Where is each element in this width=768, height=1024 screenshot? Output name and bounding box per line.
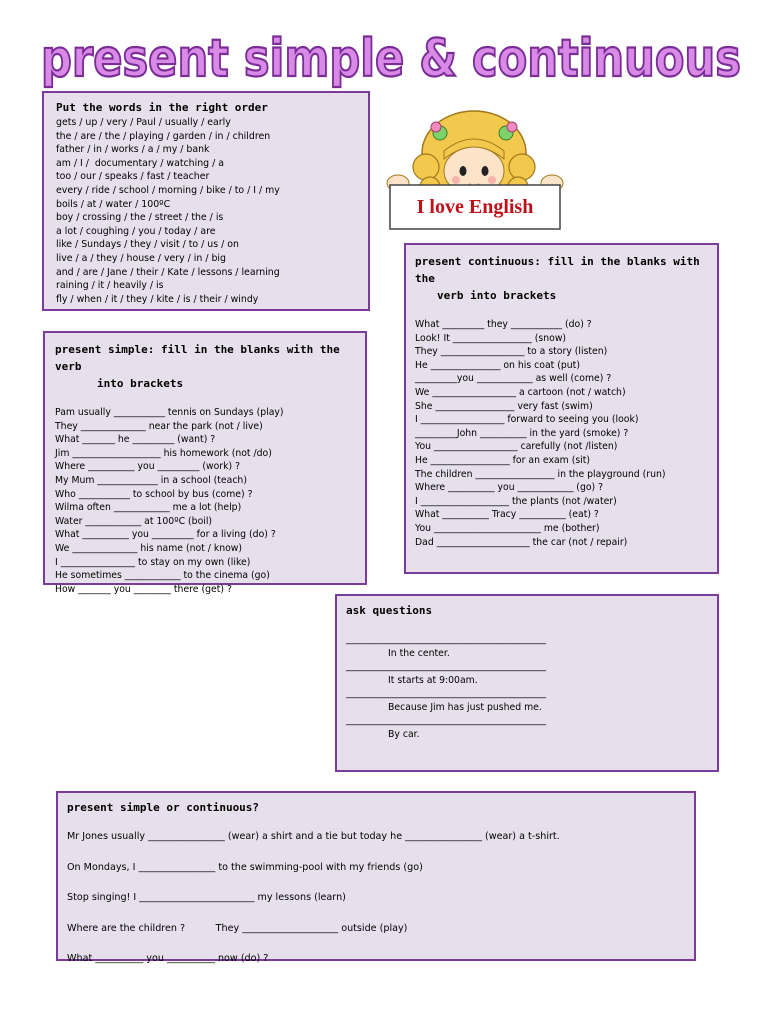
list-item: _________John __________ in the yard (smoke) ?	[415, 427, 629, 439]
list-item: What __________ you _________ for a living (do) ?	[55, 529, 276, 541]
list-item: every / ride / school / morning / bike / to / I / my	[56, 184, 280, 196]
question-blank: ___________________________________________	[346, 715, 546, 726]
list-item: Dad ____________________ the car (not / repair)	[415, 536, 628, 548]
word-order-heading: Put the words in the right order	[56, 101, 268, 114]
list-item: What _______ he _________ (want) ?	[55, 434, 216, 446]
list-item: What _________ they ___________ (do) ?	[415, 319, 592, 330]
list-item: boy / crossing / the / street / the / is	[56, 212, 224, 224]
present-simple-heading-2: into brackets	[97, 377, 184, 390]
simple-or-continuous-heading: present simple or continuous?	[67, 801, 260, 814]
list-item: Stop singing! I ________________________ my lessons (learn)	[67, 892, 346, 903]
list-item: I ___________________ the plants (not /water)	[415, 495, 617, 507]
list-item: I ________________ to stay on my own (like)	[55, 556, 251, 568]
list-item: They __________________ to a story (listen)	[415, 346, 608, 358]
list-item: Mr Jones usually ________________ (wear) a shirt and a tie but today he ________________ (wear) a t-shirt.	[67, 831, 560, 842]
list-item: Jim ___________________ his homework (not /do)	[55, 447, 272, 459]
list-item: boils / at / water / 100ºC	[56, 198, 171, 210]
list-item: She _________________ very fast (swim)	[415, 400, 593, 412]
list-item: You _______________________ me (bother)	[415, 522, 600, 534]
list-item: gets / up / very / Paul / usually / early	[56, 117, 231, 128]
page-title: present simple & continuous	[41, 29, 741, 89]
list-item: like / Sundays / they / visit / to / us / on	[56, 239, 239, 251]
question-blank: ___________________________________________	[346, 661, 546, 672]
simple-or-continuous-exercise	[56, 791, 696, 964]
list-item: You __________________ carefully (not /listen)	[415, 441, 618, 453]
list-item: Who ___________ to school by bus (come) ?	[55, 488, 253, 500]
list-item: The children _________________ in the playground (run)	[415, 468, 666, 480]
clipart-sign-text: I love English	[416, 196, 534, 218]
list-item: Wilma often ____________ me a lot (help)	[55, 502, 242, 514]
list-item: Where are the children ? They ____________________ outside (play)	[67, 922, 408, 934]
present-continuous-heading: present continuous: fill in the blanks with the	[415, 255, 700, 285]
question-answer: In the center.	[388, 647, 450, 659]
list-item: My Mum _____________ in a school (teach)	[55, 474, 247, 486]
list-item: He _______________ on his coat (put)	[415, 359, 580, 371]
list-item: How _______ you ________ there (get) ?	[55, 583, 232, 595]
list-item: Where __________ you ____________ (go) ?	[415, 482, 604, 494]
list-item: He sometimes ____________ to the cinema (go)	[55, 570, 270, 582]
question-blank: ___________________________________________	[346, 688, 546, 699]
list-item: father / in / works / a / my / bank	[56, 144, 210, 156]
question-answer: Because Jim has just pushed me.	[388, 701, 542, 713]
list-item: Pam usually ___________ tennis on Sundays (play)	[55, 407, 284, 418]
present-continuous-heading-2: verb into brackets	[437, 289, 557, 302]
list-item: too / our / speaks / fast / teacher	[56, 171, 210, 183]
list-item: live / a / they / house / very / in / big	[56, 252, 226, 264]
ask-questions-heading: ask questions	[346, 604, 433, 617]
list-item: Where __________ you _________ (work) ?	[55, 461, 241, 473]
word-order-exercise	[42, 91, 370, 311]
list-item: fly / when / it / they / kite / is / their / windy	[56, 293, 259, 305]
list-item: We __________________ a cartoon (not / watch)	[415, 386, 626, 398]
present-simple-exercise	[43, 331, 367, 595]
list-item: and / are / Jane / their / Kate / lessons / learning	[56, 266, 280, 278]
present-simple-heading: present simple: fill in the blanks with the verb	[55, 343, 340, 373]
word-order-lines	[56, 116, 368, 306]
list-item: a lot / coughing / you / today / are	[56, 225, 216, 237]
present-continuous-exercise	[404, 243, 719, 574]
list-item: the / are / the / playing / garden / in / children	[56, 130, 271, 142]
list-item: _________you ____________ as well (come) ?	[415, 373, 612, 385]
list-item: am / I / documentary / watching / a	[56, 157, 224, 169]
list-item: What __________ you __________ now (do) ?	[67, 953, 269, 964]
list-item: What __________ Tracy __________ (eat) ?	[415, 509, 599, 521]
list-item: We ______________ his name (not / know)	[55, 542, 243, 554]
list-item: Water ____________ at 100ºC (boil)	[55, 515, 213, 527]
list-item: On Mondays, I ________________ to the swimming-pool with my friends (go)	[67, 861, 423, 873]
list-item: I __________________ forward to seeing you (look)	[415, 414, 639, 426]
list-item: raining / it / heavily / is	[56, 280, 164, 292]
list-item: Look! It _________________ (snow)	[415, 332, 567, 344]
page-title-banner	[36, 22, 746, 92]
question-blank: ___________________________________________	[346, 634, 546, 645]
question-answer: By car.	[388, 728, 420, 740]
list-item: He _________________ for an exam (sit)	[415, 454, 591, 466]
question-answer: It starts at 9:00am.	[388, 674, 478, 686]
girl-clipart	[382, 105, 567, 233]
ask-questions-exercise	[335, 594, 719, 772]
list-item: They ______________ near the park (not / live)	[55, 420, 263, 432]
